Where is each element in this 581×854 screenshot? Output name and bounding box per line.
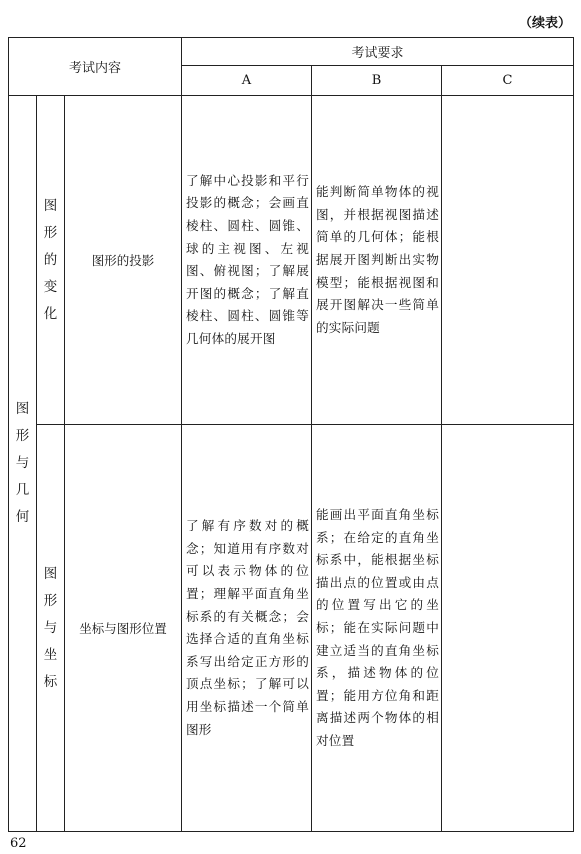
requirement-a-cell: 了解中心投影和平行投影的概念；会画直棱柱、圆柱、圆锥、球的主视图、左视图、俯视图；了解展开图的概念；了解直棱柱、圆柱、圆锥等几何体的展开图 [182,96,312,425]
requirement-b-cell: 能判断简单物体的视图，并根据视图描述简单的几何体；能根据展开图判断出实物模型；能根据视图和展开图解决一些简单的实际问题 [312,96,442,425]
category-text: 图 形 与 坐 标 [43,565,58,690]
domain-text: 图 形 与 几 何 [15,401,30,526]
exam-requirements-table [8,37,574,832]
page-number: 62 [10,836,27,851]
exam-content-header: 考试内容 [9,38,182,96]
requirement-c-cell [442,96,574,425]
category-cell [37,96,65,425]
category-text: 图 形 的 变 化 [43,197,58,322]
requirement-b-cell: 能画出平面直角坐标系；在给定的直角坐标系中，能根据坐标描出点的位置或由点的位置写出它的坐标；能在实际问题中建立适当的直角坐标系，描述物体的位置；能用方位角和距离描述两个物体的相对位置 [312,425,442,832]
topic-cell: 图形的投影 [65,96,182,425]
level-a-header: A [182,66,312,96]
level-b-header: B [312,66,442,96]
exam-requirements-header: 考试要求 [182,38,574,66]
level-c-header: C [442,66,574,96]
domain-label [9,96,37,832]
requirement-c-cell [442,425,574,832]
requirement-a-cell: 了解有序数对的概念；知道用有序数对可以表示物体的位置；理解平面直角坐标系的有关概念；会选择合适的直角坐标系写出给定正方形的顶点坐标；了解可以用坐标描述一个简单图形 [182,425,312,832]
category-cell [37,425,65,832]
continued-label: （续表） [518,16,571,31]
topic-cell: 坐标与图形位置 [65,425,182,832]
